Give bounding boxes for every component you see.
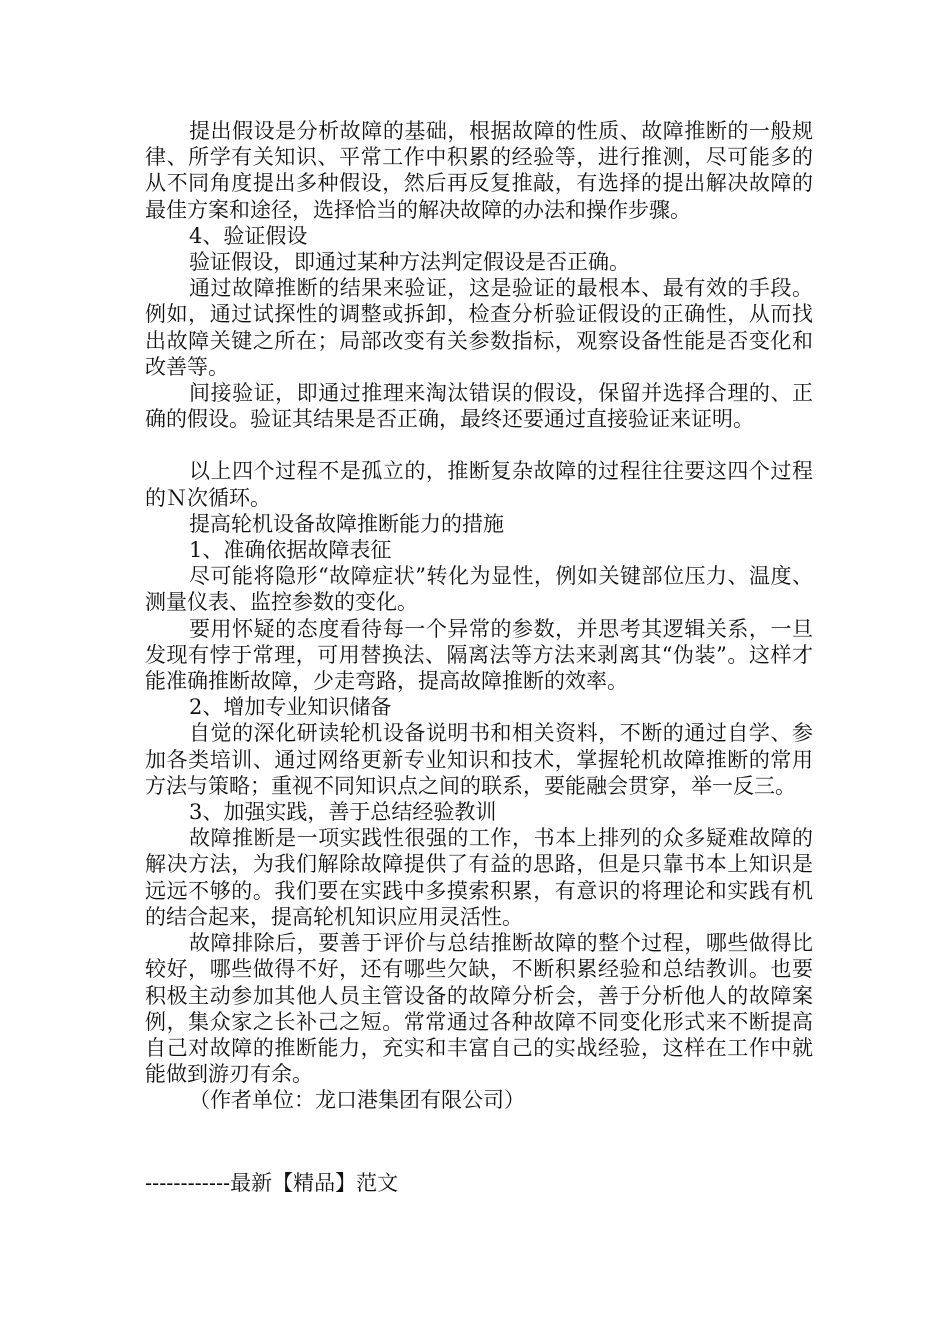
paragraph-practical-work: 故障推断是一项实践性很强的工作，书本上排列的众多疑难故障的解决方法，为我们解除故障提供了有益的思路，但是只靠书本上知识是远远不够的。我们要在实践中多摸索积累，有意识的将理论和实践有机的结合起来，提高轮机知识应用灵活性。 (145, 826, 813, 929)
paragraph-doubt-parameters: 要用怀疑的态度看待每一个异常的参数，并思考其逻辑关系，一旦发现有悖于常理，可用替换法、隔离法等方法来剥离其“伪装”。这样才能准确推断故障，少走弯路，提高故障推断的效率。 (145, 616, 813, 694)
document-body (145, 118, 813, 1114)
heading-knowledge-reserve: 2、增加专业知识储备 (189, 695, 392, 720)
paragraph-study-manuals: 自觉的深化研读轮机设备说明书和相关资料，不断的通过自学、参加各类培训、通过网络更新专业知识和技术，掌握轮机故障推断的常用方法与策略；重视不同知识点之间的联系，要能融会贯穿，举一反三。 (145, 721, 813, 798)
paragraph-symptoms-visible: 尽可能将隐形“故障症状”转化为显性，例如关键部位压力、温度、测量仪表、监控参数的变化。 (145, 564, 813, 615)
heading-practice-summary: 3、加强实践，善于总结经验教训 (189, 800, 497, 825)
paragraph-after-troubleshooting: 故障排除后，要善于评价与总结推断故障的整个过程，哪些做得比较好，哪些做得不好，还有哪些欠缺，不断积累经验和总结教训。也要积极主动参加其他人员主管设备的故障分析会，善于分析他人的故障案例，集众家之长补己之短。常常通过各种故障不同变化形式来不断提高自己对故障的推断能力，充实和丰富自己的实战经验，这样在工作中就能做到游刃有余。 (145, 931, 813, 1087)
paragraph-indirect-verification: 间接验证，即通过推理来淘汰错误的假设，保留并选择合理的、正确的假设。验证其结果是否正确，最终还要通过直接验证来证明。 (145, 381, 813, 432)
heading-verify-hypothesis: 4、验证假设 (189, 223, 308, 248)
paragraph-four-processes: 以上四个过程不是孤立的，推断复杂故障的过程往往要这四个过程的Ｎ次循环。 (145, 459, 813, 510)
heading-fault-symptoms: 1、准确依据故障表征 (189, 538, 392, 563)
heading-improvement-measures: 提高轮机设备故障推断能力的措施 (189, 511, 504, 536)
blank-line (145, 432, 813, 458)
paragraph-hypothesis-basis: 提出假设是分析故障的基础，根据故障的性质、故障推断的一般规律、所学有关知识、平常工作中积累的经验等，进行推测，尽可能多的从不同角度提出多种假设，然后再反复推敲，有选择的提出解决故障的最佳方案和途径，选择恰当的解决故障的办法和操作步骤。 (145, 119, 813, 222)
paragraph-verify-definition: 验证假设，即通过某种方法判定假设是否正确。 (189, 250, 630, 275)
paragraph-direct-verification: 通过故障推断的结果来验证，这是验证的最根本、最有效的手段。例如，通过试探性的调整或拆卸，检查分析验证假设的正确性，从而找出故障关键之所在；局部改变有关参数指标，观察设备性能是否变化和改善等。 (145, 276, 813, 379)
author-affiliation: （作者单位：龙口港集团有限公司） (189, 1088, 525, 1113)
page-footer: ------------最新【精品】范文 (145, 1171, 399, 1195)
